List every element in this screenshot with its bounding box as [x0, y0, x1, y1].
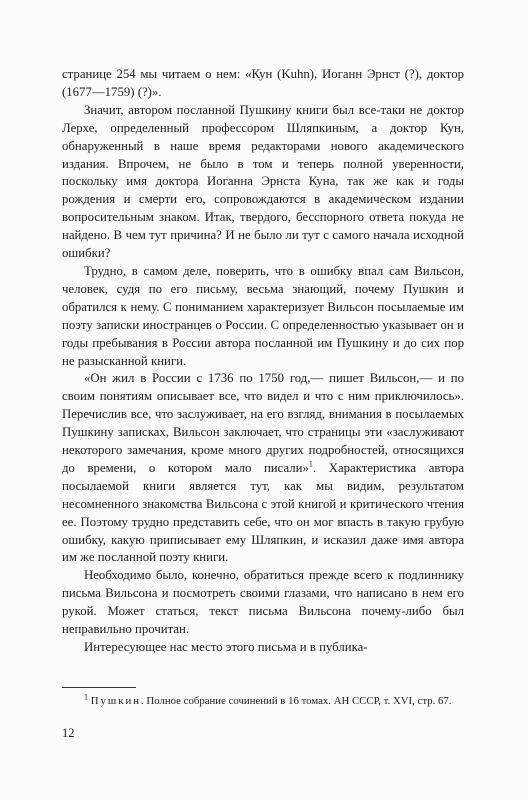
footnote: [62, 694, 464, 708]
paragraph: Интересующее нас место этого письма и в публика-: [84, 640, 368, 654]
paragraph-text: . Характеристика автора посылаемой книги является тут, как мы видим, результатом несомненного знакомства Вильсона с этой книгой и критического чтения ее. Поэтому трудно представить себе, что он мог впасть в такую грубую ошибку, какую приписывает ему Шляпкин, и исказил даже имя автора им же посланной поэту книги.: [62, 460, 464, 565]
paragraph-text: «Он жил в России с 1736 по 1750 год,— пишет Вильсон,— и по своим понятиям описывает все, что видел и что с ним приключилось». Перечислив все, что заслуживает, на его взгляд, внимания в посылаемых Пушкину записках, Вильсон заключает, что страницы эти «заслуживают некоторого замечания, кроме много других подробностей, относящихся до времени, о котором мало писали»: [62, 371, 464, 475]
body-text: [62, 66, 464, 657]
footnote-text: . Полное собрание сочинений в 16 томах. АН СССР, т. XVI, стр. 67.: [141, 695, 452, 707]
paragraph: Трудно, в самом деле, поверить, что в ошибку впал сам Вильсон, человек, судя по его письму, весьма знающий, почему Пушкин и обратился к нему. С пониманием характеризует Вильсон посылаемые им поэту записки иностранцев о России. С определенностью указывает он и годы пребывания в России автора посланной им Пушкину и до сих пор не разысканной книги.: [62, 263, 464, 368]
paragraph: [62, 370, 464, 567]
page-number: 12: [62, 726, 75, 740]
paragraph: странице 254 мы читаем о нем: «Кун (Kuhn), Иоганн Эрнст (?), доктор (1677—1759) (?)».: [62, 67, 464, 99]
footnote-marker: 1: [84, 692, 88, 702]
footnote-divider: [62, 687, 136, 688]
paragraph: Значит, автором посланной Пушкину книги был все-таки не доктор Лерхе, определенный профессором Шляпкиным, а доктор Кун, обнаруженный в наше время редакторами нового академического издания. Впрочем, не было в том и теперь полной уверенности, поскольку имя доктора Иоганна Эрнста Куна, так же как и годы рождения и смерти его, сопровождаются в академическом издании вопросительным знаком. Итак, твердого, бесспорного ответа покуда не найдено. В чем тут причина? И не было ли тут с самого начала исходной ошибки?: [62, 102, 464, 261]
footnote-author: Пушкин: [90, 695, 142, 707]
footnote-reference: 1: [308, 459, 313, 469]
paragraph: Необходимо было, конечно, обратиться прежде всего к подлиннику письма Вильсона и посмотреть своими глазами, что написано в нем его рукой. Может статься, текст письма Вильсона почему-либо был неправильно прочитан.: [62, 568, 464, 637]
